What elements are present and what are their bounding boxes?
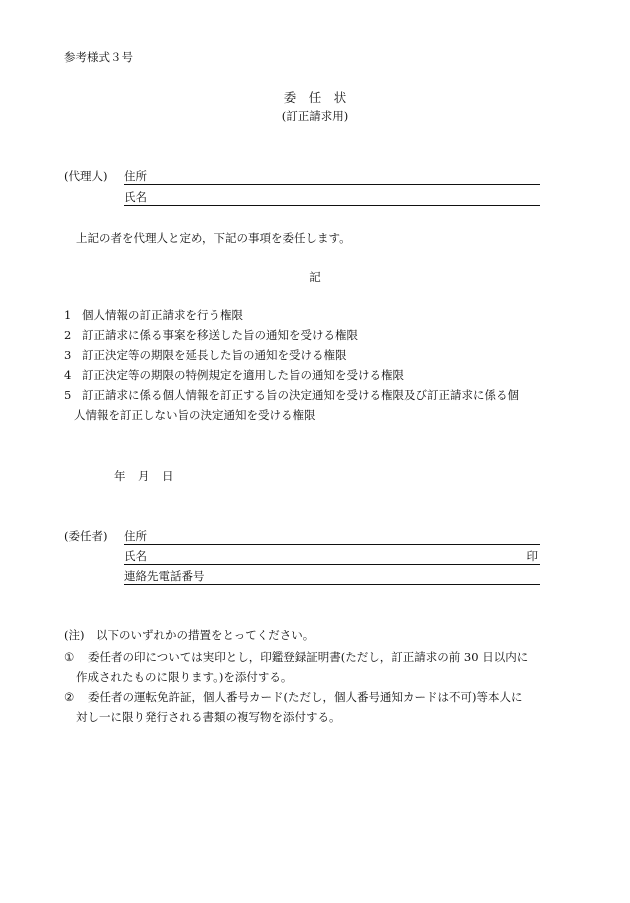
agent-address-field[interactable] (124, 169, 540, 183)
item-text-continued: 人情報を訂正しない旨の決定通知を受ける権限 (74, 408, 316, 422)
document-title: 委 任 状 (283, 90, 347, 105)
principal-address-label: 住所 (124, 529, 147, 543)
agent-name-line (124, 205, 540, 206)
item-text: 訂正決定等の期限を延長した旨の通知を受ける権限 (82, 348, 347, 362)
note-number: ② (64, 690, 75, 704)
agent-name-field[interactable] (124, 190, 540, 204)
date-month-label: 月 (138, 469, 150, 483)
item-number: 4 (64, 368, 72, 382)
principal-phone-field[interactable] (124, 569, 540, 583)
principal-address-field[interactable] (124, 529, 540, 543)
principal-address-line (124, 544, 540, 545)
notes-header: (注) 以下のいずれかの措置をとってください。 (64, 628, 315, 642)
date-year-label: 年 (114, 469, 126, 483)
note-text-continued: 作成されたものに限ります。)を添付する。 (76, 670, 293, 684)
agent-label: (代理人) (64, 169, 108, 183)
principal-phone-label: 連絡先電話番号 (124, 569, 205, 583)
delegation-statement: 上記の者を代理人と定め，下記の事項を委任します。 (76, 231, 351, 245)
principal-phone-line (124, 584, 540, 585)
item-number: 3 (64, 348, 72, 362)
agent-address-label: 住所 (124, 169, 147, 183)
note-text: 委任者の運転免許証，個人番号カード(ただし，個人番号通知カードは不可)等本人に (88, 690, 523, 704)
item-text: 個人情報の訂正請求を行う権限 (82, 308, 243, 322)
ki-heading: 記 (309, 270, 321, 284)
principal-label: (委任者) (64, 529, 108, 543)
note-text-continued: 対し一に限り発行される書類の複写物を添付する。 (76, 710, 341, 724)
seal-mark: 印 (526, 549, 538, 563)
form-reference: 参考様式３号 (64, 50, 133, 64)
principal-name-line (124, 564, 540, 565)
agent-address-line (124, 184, 540, 185)
date-day-label: 日 (162, 469, 174, 483)
item-number: 5 (64, 388, 72, 402)
item-number: 1 (64, 308, 72, 322)
principal-name-label: 氏名 (124, 549, 147, 563)
agent-name-label: 氏名 (124, 190, 147, 204)
note-number: ① (64, 650, 75, 664)
document-subtitle: (訂正請求用) (281, 109, 349, 123)
item-number: 2 (64, 328, 72, 342)
item-text: 訂正請求に係る事案を移送した旨の通知を受ける権限 (82, 328, 358, 342)
note-text: 委任者の印については実印とし，印鑑登録証明書(ただし，訂正請求の前 30 日以内に (88, 650, 529, 664)
principal-name-field[interactable] (124, 549, 540, 563)
item-text: 訂正請求に係る個人情報を訂正する旨の決定通知を受ける権限及び訂正請求に係る個 (82, 388, 519, 402)
item-text: 訂正決定等の期限の特例規定を適用した旨の通知を受ける権限 (82, 368, 404, 382)
